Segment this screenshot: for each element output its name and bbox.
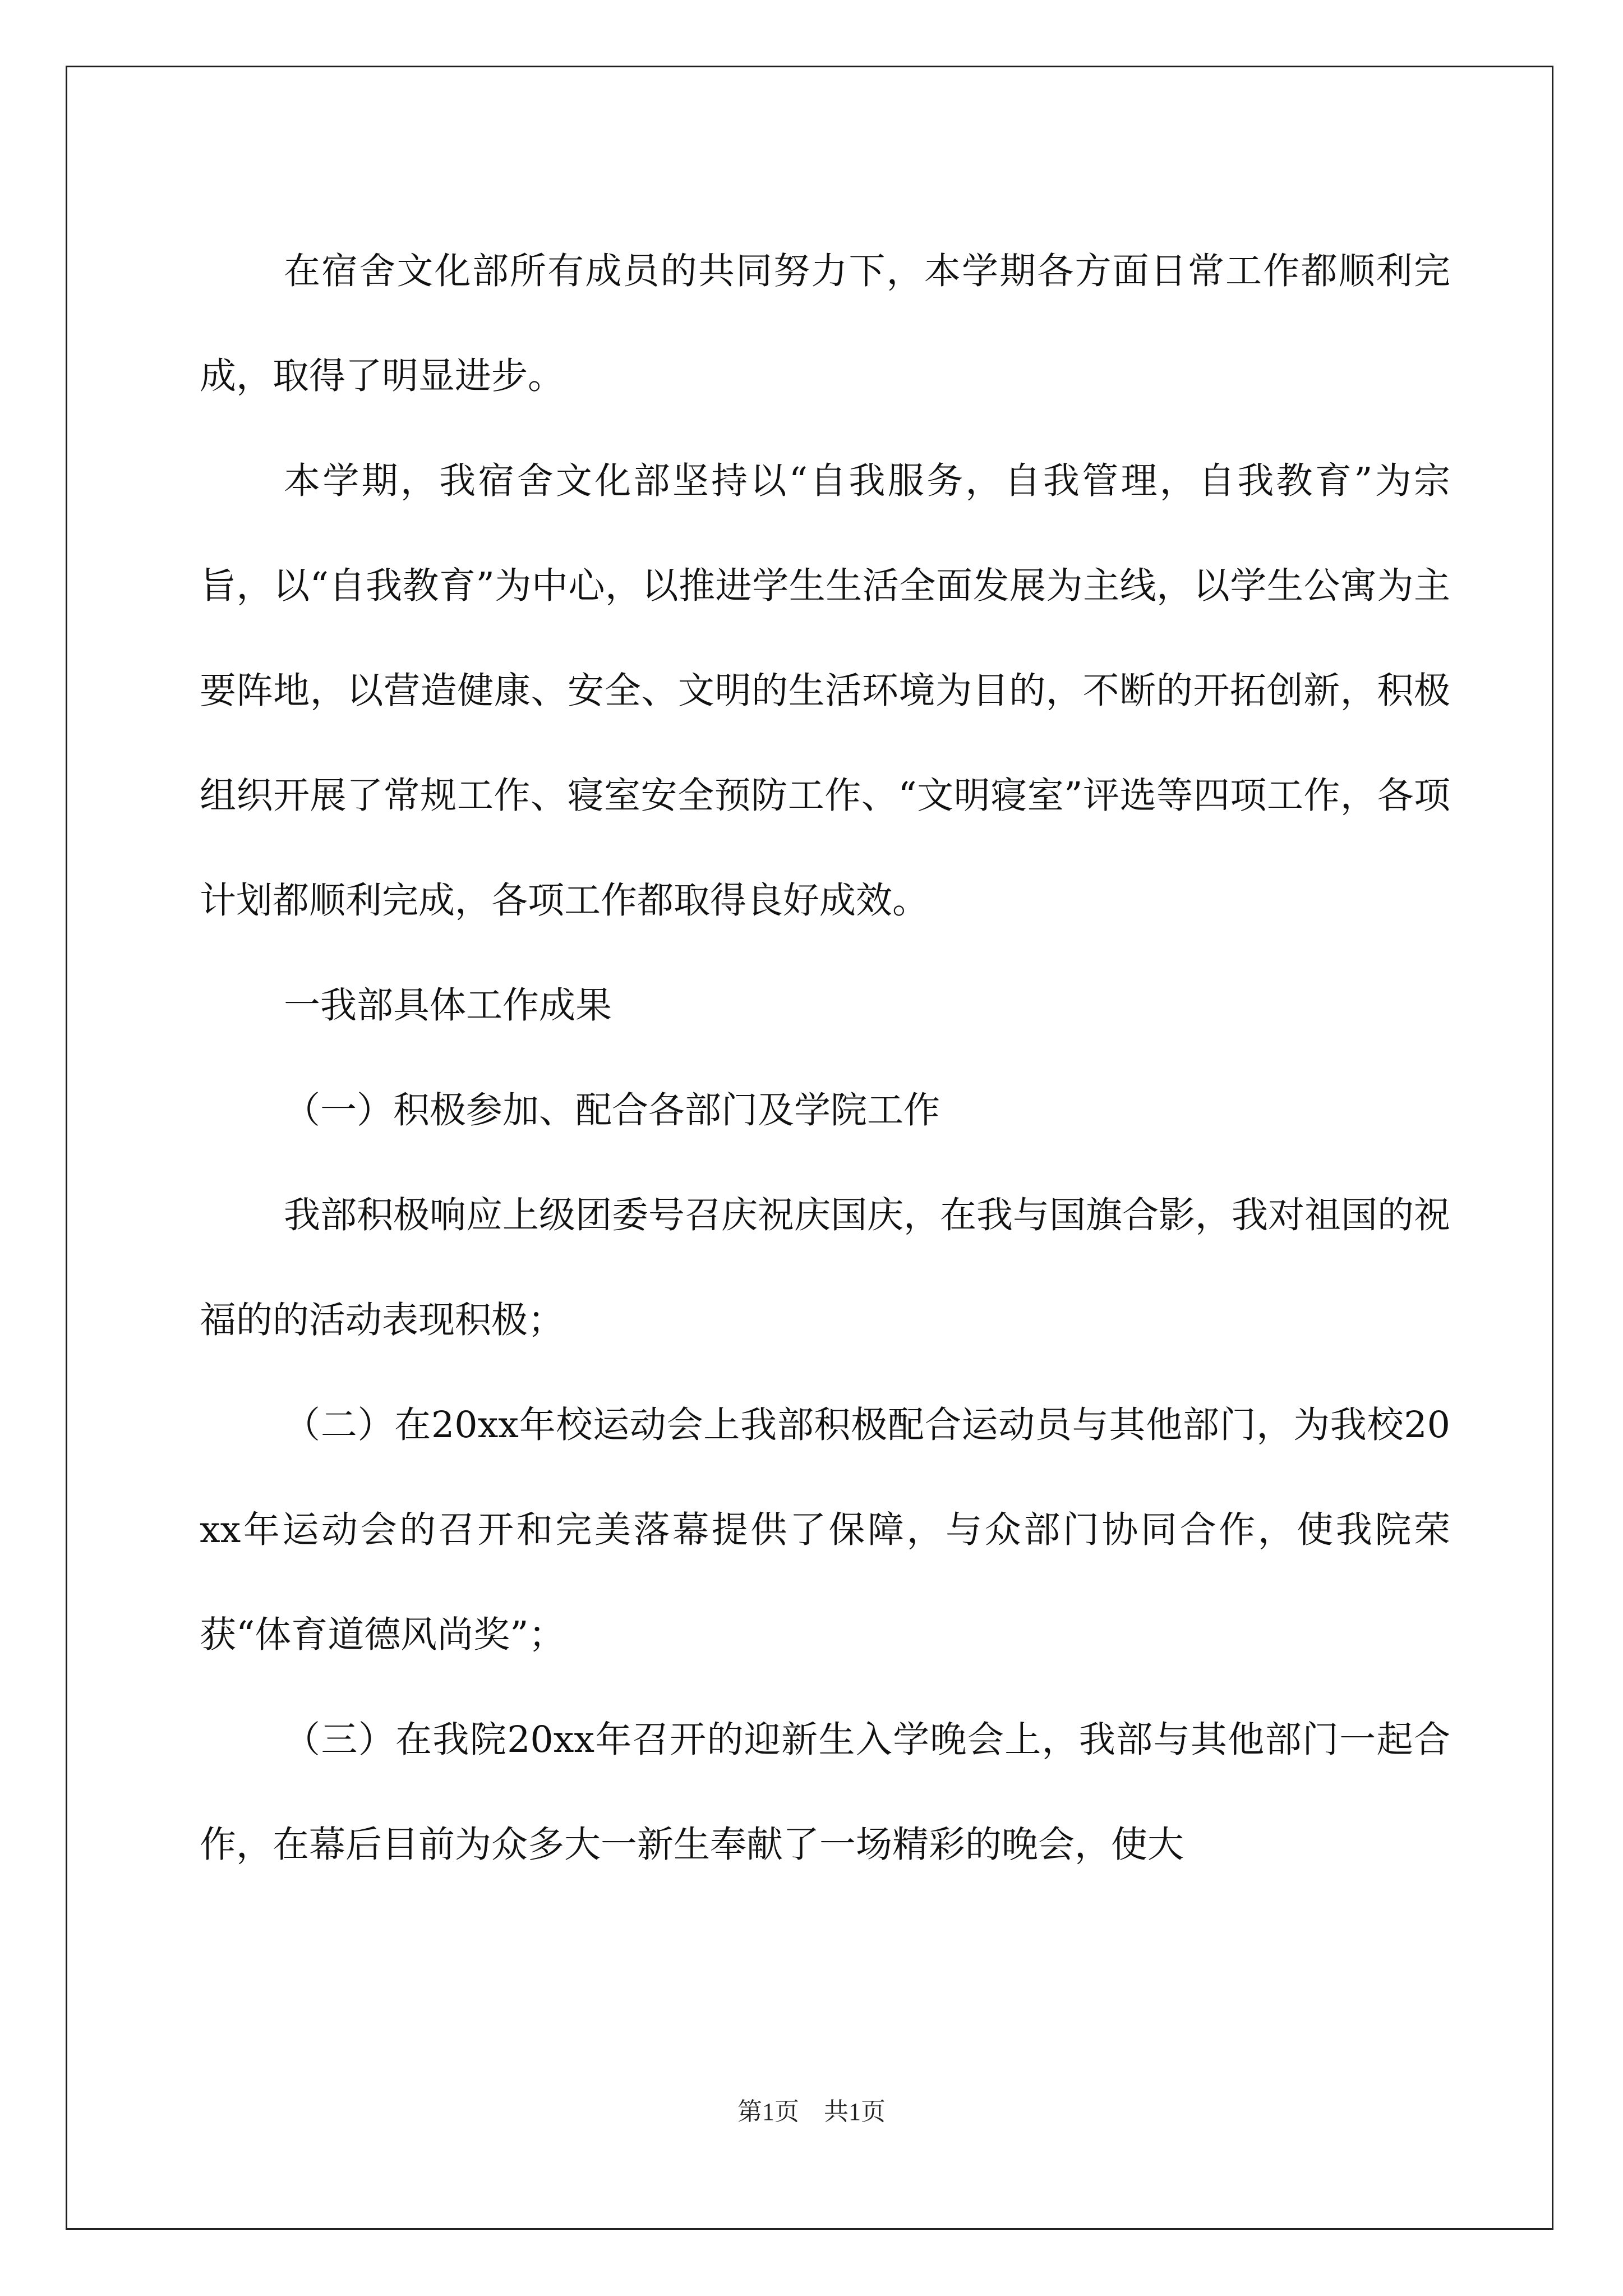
section-heading: 一我部具体工作成果 <box>284 984 612 1027</box>
paragraph: （三）在我院20xx年召开的迎新生入学晚会上，我部与其他部门一起合作，在幕后目前为众多大一新生奉献了一场精彩的晚会，使大 <box>200 1719 1450 1866</box>
paragraph: 本学期，我宿舍文化部坚持以“自我服务，自我管理，自我教育”为宗旨，以“自我教育”为中心，以推进学生生活全面发展为主线，以学生公寓为主要阵地，以营造健康、安全、文明的生活环境为目的，不断的开拓创新，积极组织开展了常规工作、寝室安全预防工作、“文明寝室”评选等四项工作，各项计划都顺利完成，各项工作都取得良好成效。 <box>200 460 1450 922</box>
paragraph: 我部积极响应上级团委号召庆祝庆国庆，在我与国旗合影，我对祖国的祝福的的活动表现积极； <box>200 1194 1451 1341</box>
document-body <box>200 219 1450 1897</box>
paragraph: （二）在20xx年校运动会上我部积极配合运动员与其他部门，为我校20xx年运动会的召开和完美落幕提供了保障，与众部门协同合作，使我院荣获“体育道德风尚奖”； <box>200 1404 1450 1656</box>
page-number-footer: 第1页 共1页 <box>737 2098 886 2125</box>
paragraph: 在宿舍文化部所有成员的共同努力下，本学期各方面日常工作都顺利完成，取得了明显进步。 <box>200 250 1450 397</box>
subsection-heading: （一）积极参加、配合各部门及学院工作 <box>284 1089 940 1131</box>
